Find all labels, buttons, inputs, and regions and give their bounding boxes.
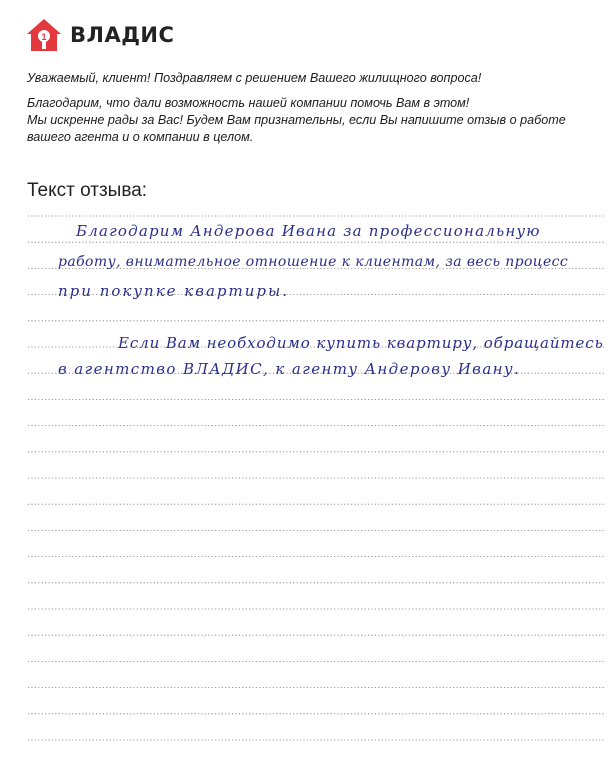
house-key-icon bbox=[26, 18, 62, 52]
handwritten-line: работу, внимательное отношение к клиентам, за весь процесс bbox=[58, 254, 569, 270]
review-heading: Текст отзыва: bbox=[27, 180, 148, 201]
handwritten-line: в агентство ВЛАДИС, к агенту Андерову Ивану. bbox=[58, 360, 521, 378]
handwritten-line: Благодарим Андерова Ивана за профессиональную bbox=[76, 222, 541, 240]
brand-name: ВЛАДИС bbox=[70, 23, 175, 47]
handwritten-line: при покупке квартиры. bbox=[58, 282, 290, 300]
greeting: Уважаемый, клиент! Поздравляем с решением Вашего жилищного вопроса! bbox=[27, 71, 482, 85]
intro-line-3: вашего агента и о компании в целом. bbox=[27, 130, 254, 144]
handwritten-line: Если Вам необходимо купить квартиру, обращайтесь bbox=[118, 334, 604, 352]
svg-text:1: 1 bbox=[41, 32, 47, 42]
ruled-area bbox=[28, 212, 608, 762]
intro-line-1: Благодарим, что дали возможность нашей компании помочь Вам в этом! bbox=[27, 96, 470, 110]
intro-line-2: Мы искренне рады за Вас! Будем Вам признательны, если Вы напишите отзыв о работе bbox=[27, 113, 566, 127]
intro-text bbox=[27, 70, 587, 146]
logo bbox=[26, 18, 174, 52]
